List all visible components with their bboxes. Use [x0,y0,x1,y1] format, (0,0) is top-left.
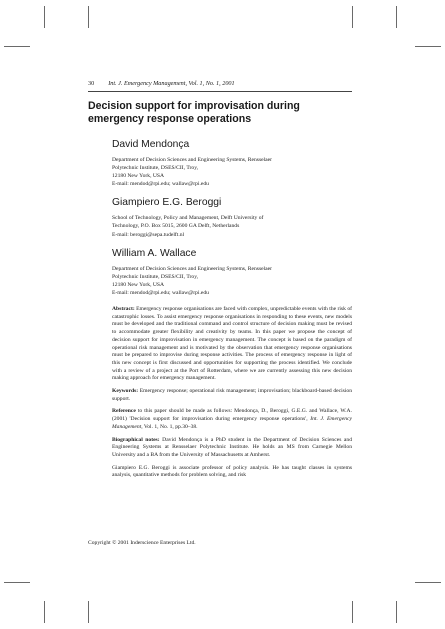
affiliation-line: Polytechnic Institute, DSES/CII, Troy, [112,165,199,172]
biographical-notes-continued [112,465,352,480]
author-email: E-mail: mendod@rpi.edu; wallaw@rpi.edu [112,181,209,188]
reference [112,408,352,431]
abstract [112,306,352,383]
affiliation-line: Department of Decision Sciences and Engineering Systems, Rensselaer [112,157,272,163]
author-block [112,197,352,238]
copyright-notice: Copyright © 2001 Inderscience Enterprises Ltd. [88,540,196,546]
author-name: William A. Wallace [112,247,197,259]
page-content [88,80,352,480]
crop-mark [415,582,441,583]
author-affiliation [112,265,352,297]
header-rule [88,91,352,92]
affiliation-line: Department of Decision Sciences and Engineering Systems, Rensselaer [112,265,272,272]
author-email: E-mail: mendod@rpi.edu; wallaw@rpi.edu [112,289,209,296]
keywords [112,388,352,403]
abstract-text: Emergency response organisations are faced with complex, unpredictable events with the risk of catastrophic losses. To assist emergency response organisations in responding to these events, new models must be developed and the traditional command and control structure of decision making must be revised to accommodate greater flexibility and creativity by teams. In this paper we propose the concept of decision support for improvisation in emergency management. The concept is based on the paradigm of operational risk management and is motivated by the observation that emergency response organisations must be prepared to improvise during response activities. The process of emergency response in light of this new concept is first discussed and opportunities for supporting the process identified. We conclude with a review of a project at the Port of Rotterdam, where we are currently assessing this new decision making approach for emergency management. [112,306,352,382]
affiliation-line: 12180 New York, USA [112,173,165,180]
paper-title: Decision support for improvisation during emergency response operations [88,100,300,125]
crop-mark [396,6,397,28]
reference-tail: , Vol. 1, No. 1, pp.30–38. [141,423,198,430]
author-block [112,248,352,297]
bio-text: David Mendonça is a PhD student in the Department of Decision Sciences and Engineering Systems at Rensselaer Polytechnic Institute. He holds an MS from Carnegie Mellon University and a BA from the University of Massachusetts at Amherst. [112,436,352,458]
running-head [88,80,352,87]
author-block [112,139,352,188]
affiliation-line: Polytechnic Institute, DSES/CII, Troy, [112,273,199,280]
author-name: David Mendonça [112,139,190,150]
crop-mark [4,582,30,583]
affiliation-line: 12180 New York, USA [112,281,165,288]
author-affiliation [112,214,352,238]
journal-citation: Int. J. Emergency Management, Vol. 1, No. 1, 2001 [108,80,235,87]
reference-text: to this paper should be made as follows: Mendonça, D., Beroggi, G.E.G. and Wallace, W.A. (2001) 'Decision support for improvisation during emergency response operations', [112,408,352,423]
crop-mark [396,601,397,623]
crop-mark [88,601,89,623]
crop-mark [4,46,30,47]
reference-label: Reference [112,408,136,415]
crop-mark [88,6,89,28]
affiliation-line: Technology, P.O. Box 5015, 2600 GA Delft, Netherlands [112,223,240,230]
crop-mark [44,601,45,623]
front-matter [112,306,352,480]
author-email: E-mail: beroggi@sepa.tudelft.nl [112,231,185,238]
abstract-label: Abstract: [112,306,135,313]
crop-mark [44,6,45,28]
author-list [112,139,352,297]
affiliation-line: School of Technology, Policy and Management, Delft University of [112,215,264,222]
author-affiliation [112,156,352,188]
crop-mark [352,6,353,28]
crop-mark [352,601,353,623]
bio2-text: Giampiero E.G. Beroggi is associate professor of policy analysis. He has taught classes in systems analysis, quantitative methods for problem solving, and risk [112,464,352,479]
crop-mark [415,46,441,47]
reference-journal: Int. J. Emergency Management [112,416,352,430]
keywords-label: Keywords: [112,388,139,395]
biographical-notes [112,437,352,460]
keywords-text: Emergency response; operational risk management; improvisation; blackboard-based decision support. [112,388,352,402]
author-name: Giampiero E.G. Beroggi [112,197,222,209]
page-number: 30 [88,80,95,87]
bio-label: Biographical notes: [112,436,160,443]
